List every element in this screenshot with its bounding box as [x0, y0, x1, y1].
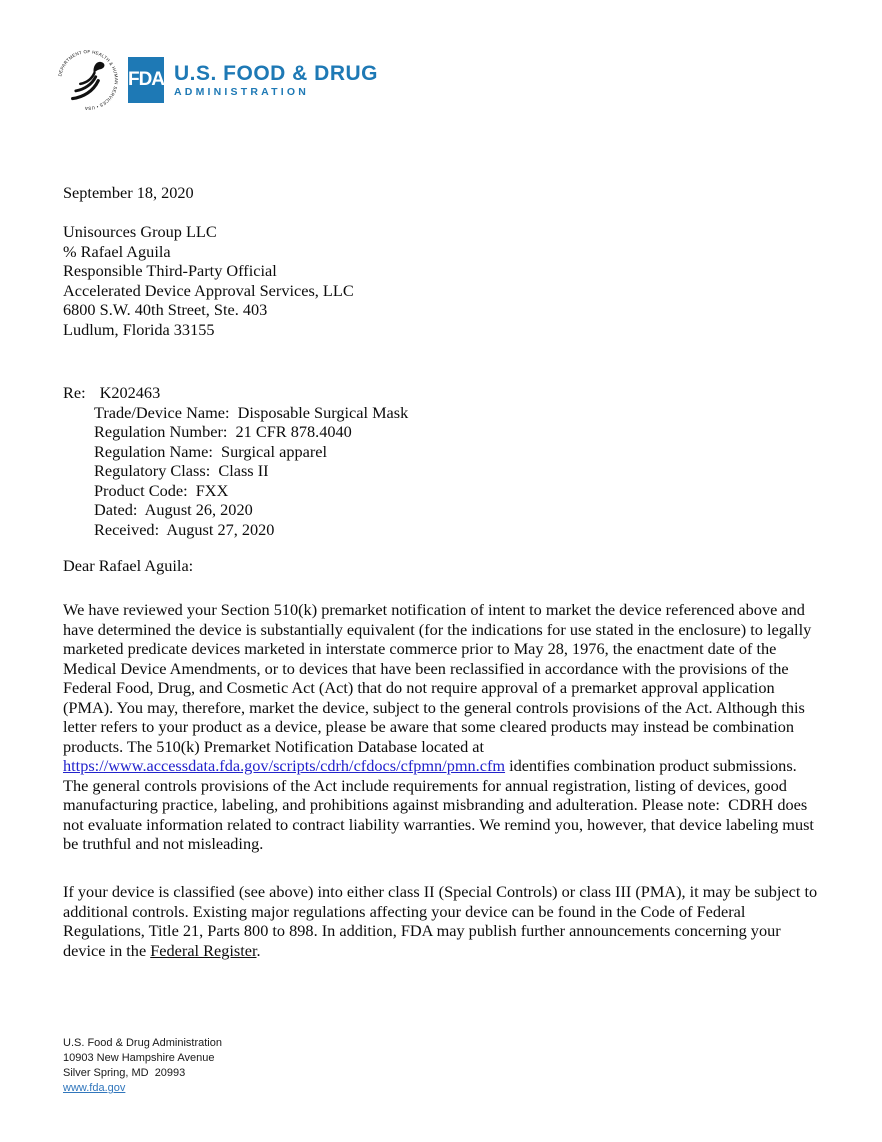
- hhs-seal-icon: [56, 48, 120, 112]
- re-block: [63, 383, 408, 539]
- body-paragraph-2: [63, 882, 823, 960]
- salutation: Dear Rafael Aguila:: [63, 556, 194, 575]
- recipient-firm: Accelerated Device Approval Services, LLC: [63, 280, 354, 300]
- footer-street-address: 10903 New Hampshire Avenue: [63, 1052, 215, 1064]
- pmn-database-link[interactable]: https://www.accessdata.fda.gov/scripts/cdrh/cfdocs/cfpmn/pmn.cfm: [63, 756, 506, 775]
- fda-header-logo: [56, 48, 378, 112]
- paragraph-1-text-before: We have reviewed your Section 510(k) premarket notification of intent to market the device referenced above and have determined the device is substantially equivalent (for the indications for use stated in the enclosure) to legally marketed predicate devices marketed in interstate commerce prior to May 28, 1976, the enactment date of the Medical Device Amendments, or to devices that have been reclassified in accordance with the provisions of the Federal Food, Drug, and Cosmetic Act (Act) that do not require approval of a premarket approval application (PMA). You may, therefore, market the device, subject to the general controls provisions of the Act. Although this letter refers to your product as a device, please be aware that some cleared products may instead be combination products. The 510(k) Premarket Notification Database located at: [63, 600, 812, 756]
- re-field-regulation-name: Regulation Name: Surgical apparel: [94, 441, 327, 461]
- re-field-trade-device-name: Trade/Device Name: Disposable Surgical Mask: [94, 402, 409, 422]
- re-field-received: Received: August 27, 2020: [94, 519, 275, 539]
- hhs-eagle-head: [94, 62, 105, 74]
- re-field-dated: Dated: August 26, 2020: [94, 500, 253, 519]
- recipient-company: Unisources Group LLC: [63, 222, 217, 241]
- fda-logo-title: U.S. FOOD & DRUG: [174, 61, 379, 85]
- recipient-title: Responsible Third-Party Official: [63, 261, 277, 280]
- footer-city-state-zip: Silver Spring, MD 20993: [63, 1067, 186, 1079]
- footer-agency-name: U.S. Food & Drug Administration: [63, 1037, 222, 1049]
- letterhead-footer: [63, 1036, 222, 1096]
- re-field-regulatory-class: Regulatory Class: Class II: [94, 461, 269, 480]
- recipient-care-of: % Rafael Aguila: [63, 241, 171, 261]
- paragraph-2-text-before: If your device is classified (see above) into either class II (Special Controls) or class III (PMA), it may be subject to additional controls. Existing major regulations affecting your device can be found in the Code of Federal Regulations, Title 21, Parts 800 to 898. In addition, FDA may publish further announcements concerning your device in the: [63, 882, 818, 960]
- hhs-seal-text: DEPARTMENT OF HEALTH & HUMAN SERVICES • USA: [57, 49, 119, 111]
- body-paragraph-1: [63, 600, 823, 854]
- fda-logo-monogram: FDA: [128, 57, 164, 103]
- re-field-product-code: Product Code: FXX: [94, 480, 229, 500]
- re-field-regulation-number: Regulation Number: 21 CFR 878.4040: [94, 422, 352, 441]
- recipient-city-state-zip: Ludlum, Florida 33155: [63, 319, 215, 339]
- paragraph-2-text-after: .: [256, 940, 261, 960]
- k-number: K202463: [99, 383, 161, 402]
- re-label: Re:: [63, 383, 86, 402]
- federal-register-reference: Federal Register: [150, 940, 257, 960]
- fda-gov-link[interactable]: www.fda.gov: [63, 1082, 126, 1094]
- fda-logo-subtitle: ADMINISTRATION: [174, 85, 310, 98]
- recipient-address-block: [63, 222, 354, 339]
- paragraph-1-text-after: identifies combination product submissions. The general controls provisions of the Act include requirements for annual registration, listing of devices, good manufacturing practice, labeling, and prohibitions against misbranding and adulteration. Please note: CDRH does not evaluate information related to contract liability warranties. We remind you, however, that device labeling must be truthful and not misleading.: [63, 756, 814, 853]
- recipient-street: 6800 S.W. 40th Street, Ste. 403: [63, 300, 268, 319]
- letter-date: September 18, 2020: [63, 183, 194, 202]
